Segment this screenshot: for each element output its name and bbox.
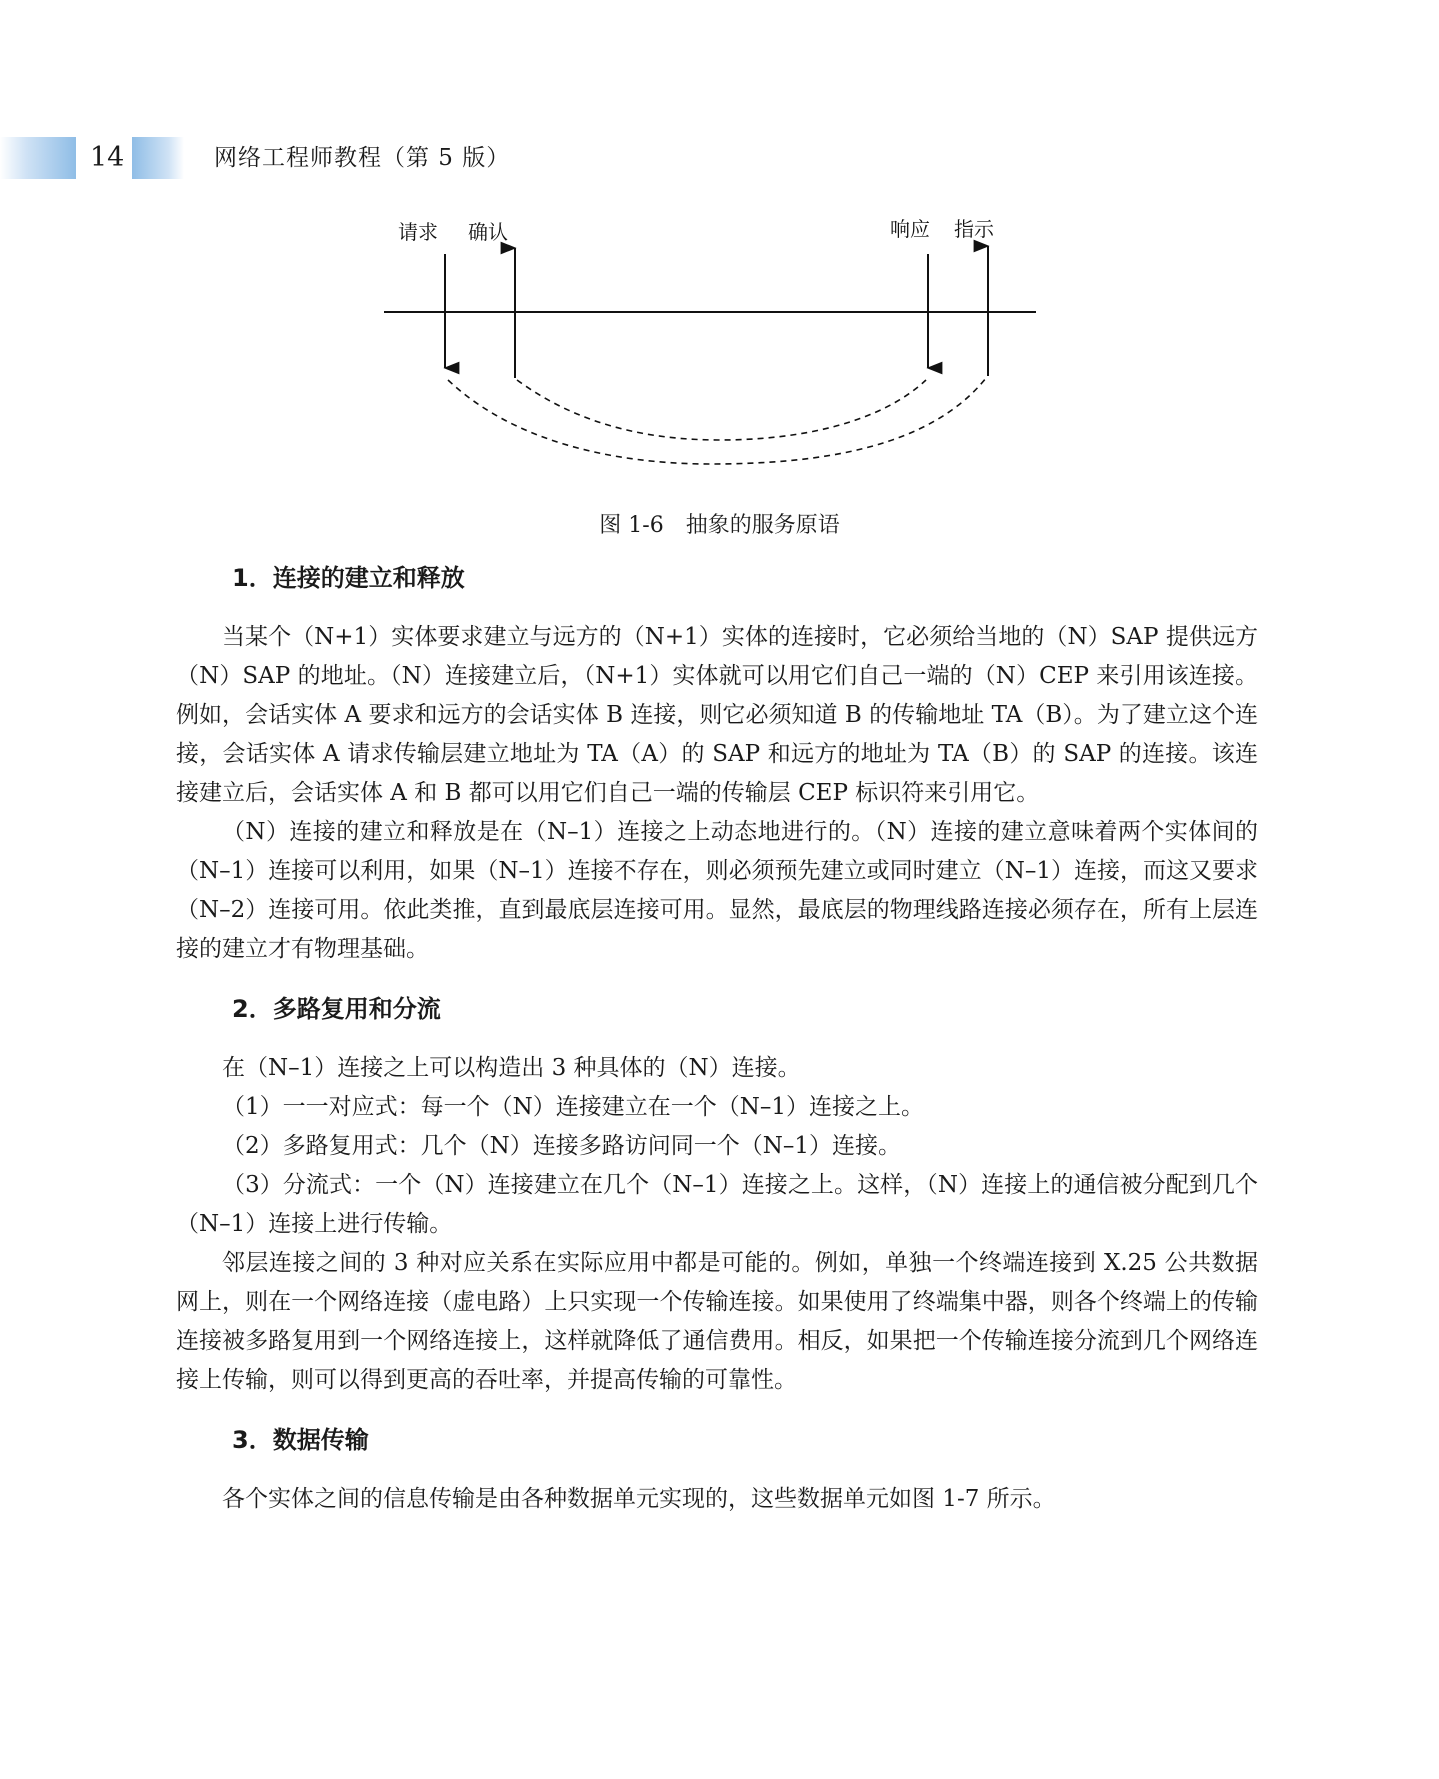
running-title: 网络工程师教程（第 5 版）	[214, 145, 511, 171]
paragraph: （N）连接的建立和释放是在（N–1）连接之上动态地进行的。（N）连接的建立意味着两个实体间的（N–1）连接可以利用，如果（N–1）连接不存在，则必须预先建立或同时建立（N–1）连接，而这又要求（N–2）连接可用。依此类推，直到最底层连接可用。显然，最底层的物理线路连接必须存在，所有上层连接的建立才有物理基础。	[176, 819, 1258, 962]
inner-dashed-curve	[517, 380, 926, 440]
section-heading-2: 2．多路复用和分流	[232, 995, 441, 1023]
list-item: （3）分流式：一个（N）连接建立在几个（N–1）连接之上。这样，（N）连接上的通信被分配到几个（N–1）连接上进行传输。	[176, 1172, 1258, 1237]
header-decoration-left	[0, 137, 76, 179]
label-confirm: 确认	[468, 220, 508, 244]
paragraph: 各个实体之间的信息传输是由各种数据单元实现的，这些数据单元如图 1-7 所示。	[222, 1486, 1056, 1512]
figure-caption: 图 1-6 抽象的服务原语	[599, 513, 840, 538]
label-indication: 指示	[954, 217, 994, 241]
section-heading-1: 1．连接的建立和释放	[232, 564, 465, 592]
paragraph: 在（N–1）连接之上可以构造出 3 种具体的（N）连接。	[222, 1055, 801, 1081]
header-decoration-right	[132, 137, 184, 179]
label-request: 请求	[398, 220, 438, 244]
outer-dashed-curve	[448, 378, 986, 464]
paragraph: 邻层连接之间的 3 种对应关系在实际应用中都是可能的。例如，单独一个终端连接到 X.25 公共数据网上，则在一个网络连接（虚电路）上只实现一个传输连接。如果使用了终端集中器，则各个终端上的传输连接被多路复用到一个网络连接上，这样就降低了通信费用。相反，如果把一个传输连接分流到几个网络连接上传输，则可以得到更高的吞吐率，并提高传输的可靠性。	[176, 1250, 1258, 1393]
list-item: （1）一一对应式：每一个（N）连接建立在一个（N–1）连接之上。	[222, 1094, 925, 1120]
list-item: （2）多路复用式：几个（N）连接多路访问同一个（N–1）连接。	[222, 1133, 902, 1159]
body-text	[176, 560, 1258, 1519]
section-heading-3: 3．数据传输	[232, 1426, 369, 1454]
paragraph: 当某个（N+1）实体要求建立与远方的（N+1）实体的连接时，它必须给当地的（N）SAP 提供远方（N）SAP 的地址。（N）连接建立后，（N+1）实体就可以用它们自己一端的（N）CEP 来引用该连接。例如，会话实体 A 要求和远方的会话实体 B 连接，则它必须知道 B 的传输地址 TA（B）。为了建立这个连接，会话实体 A 请求传输层建立地址为 TA（A）的 SAP 和远方的地址为 TA（B）的 SAP 的连接。该连接建立后，会话实体 A 和 B 都可以用它们自己一端的传输层 CEP 标识符来引用它。	[176, 624, 1258, 806]
service-primitives-diagram	[380, 208, 1060, 486]
label-response: 响应	[890, 217, 930, 241]
page-number: 14	[90, 142, 125, 173]
